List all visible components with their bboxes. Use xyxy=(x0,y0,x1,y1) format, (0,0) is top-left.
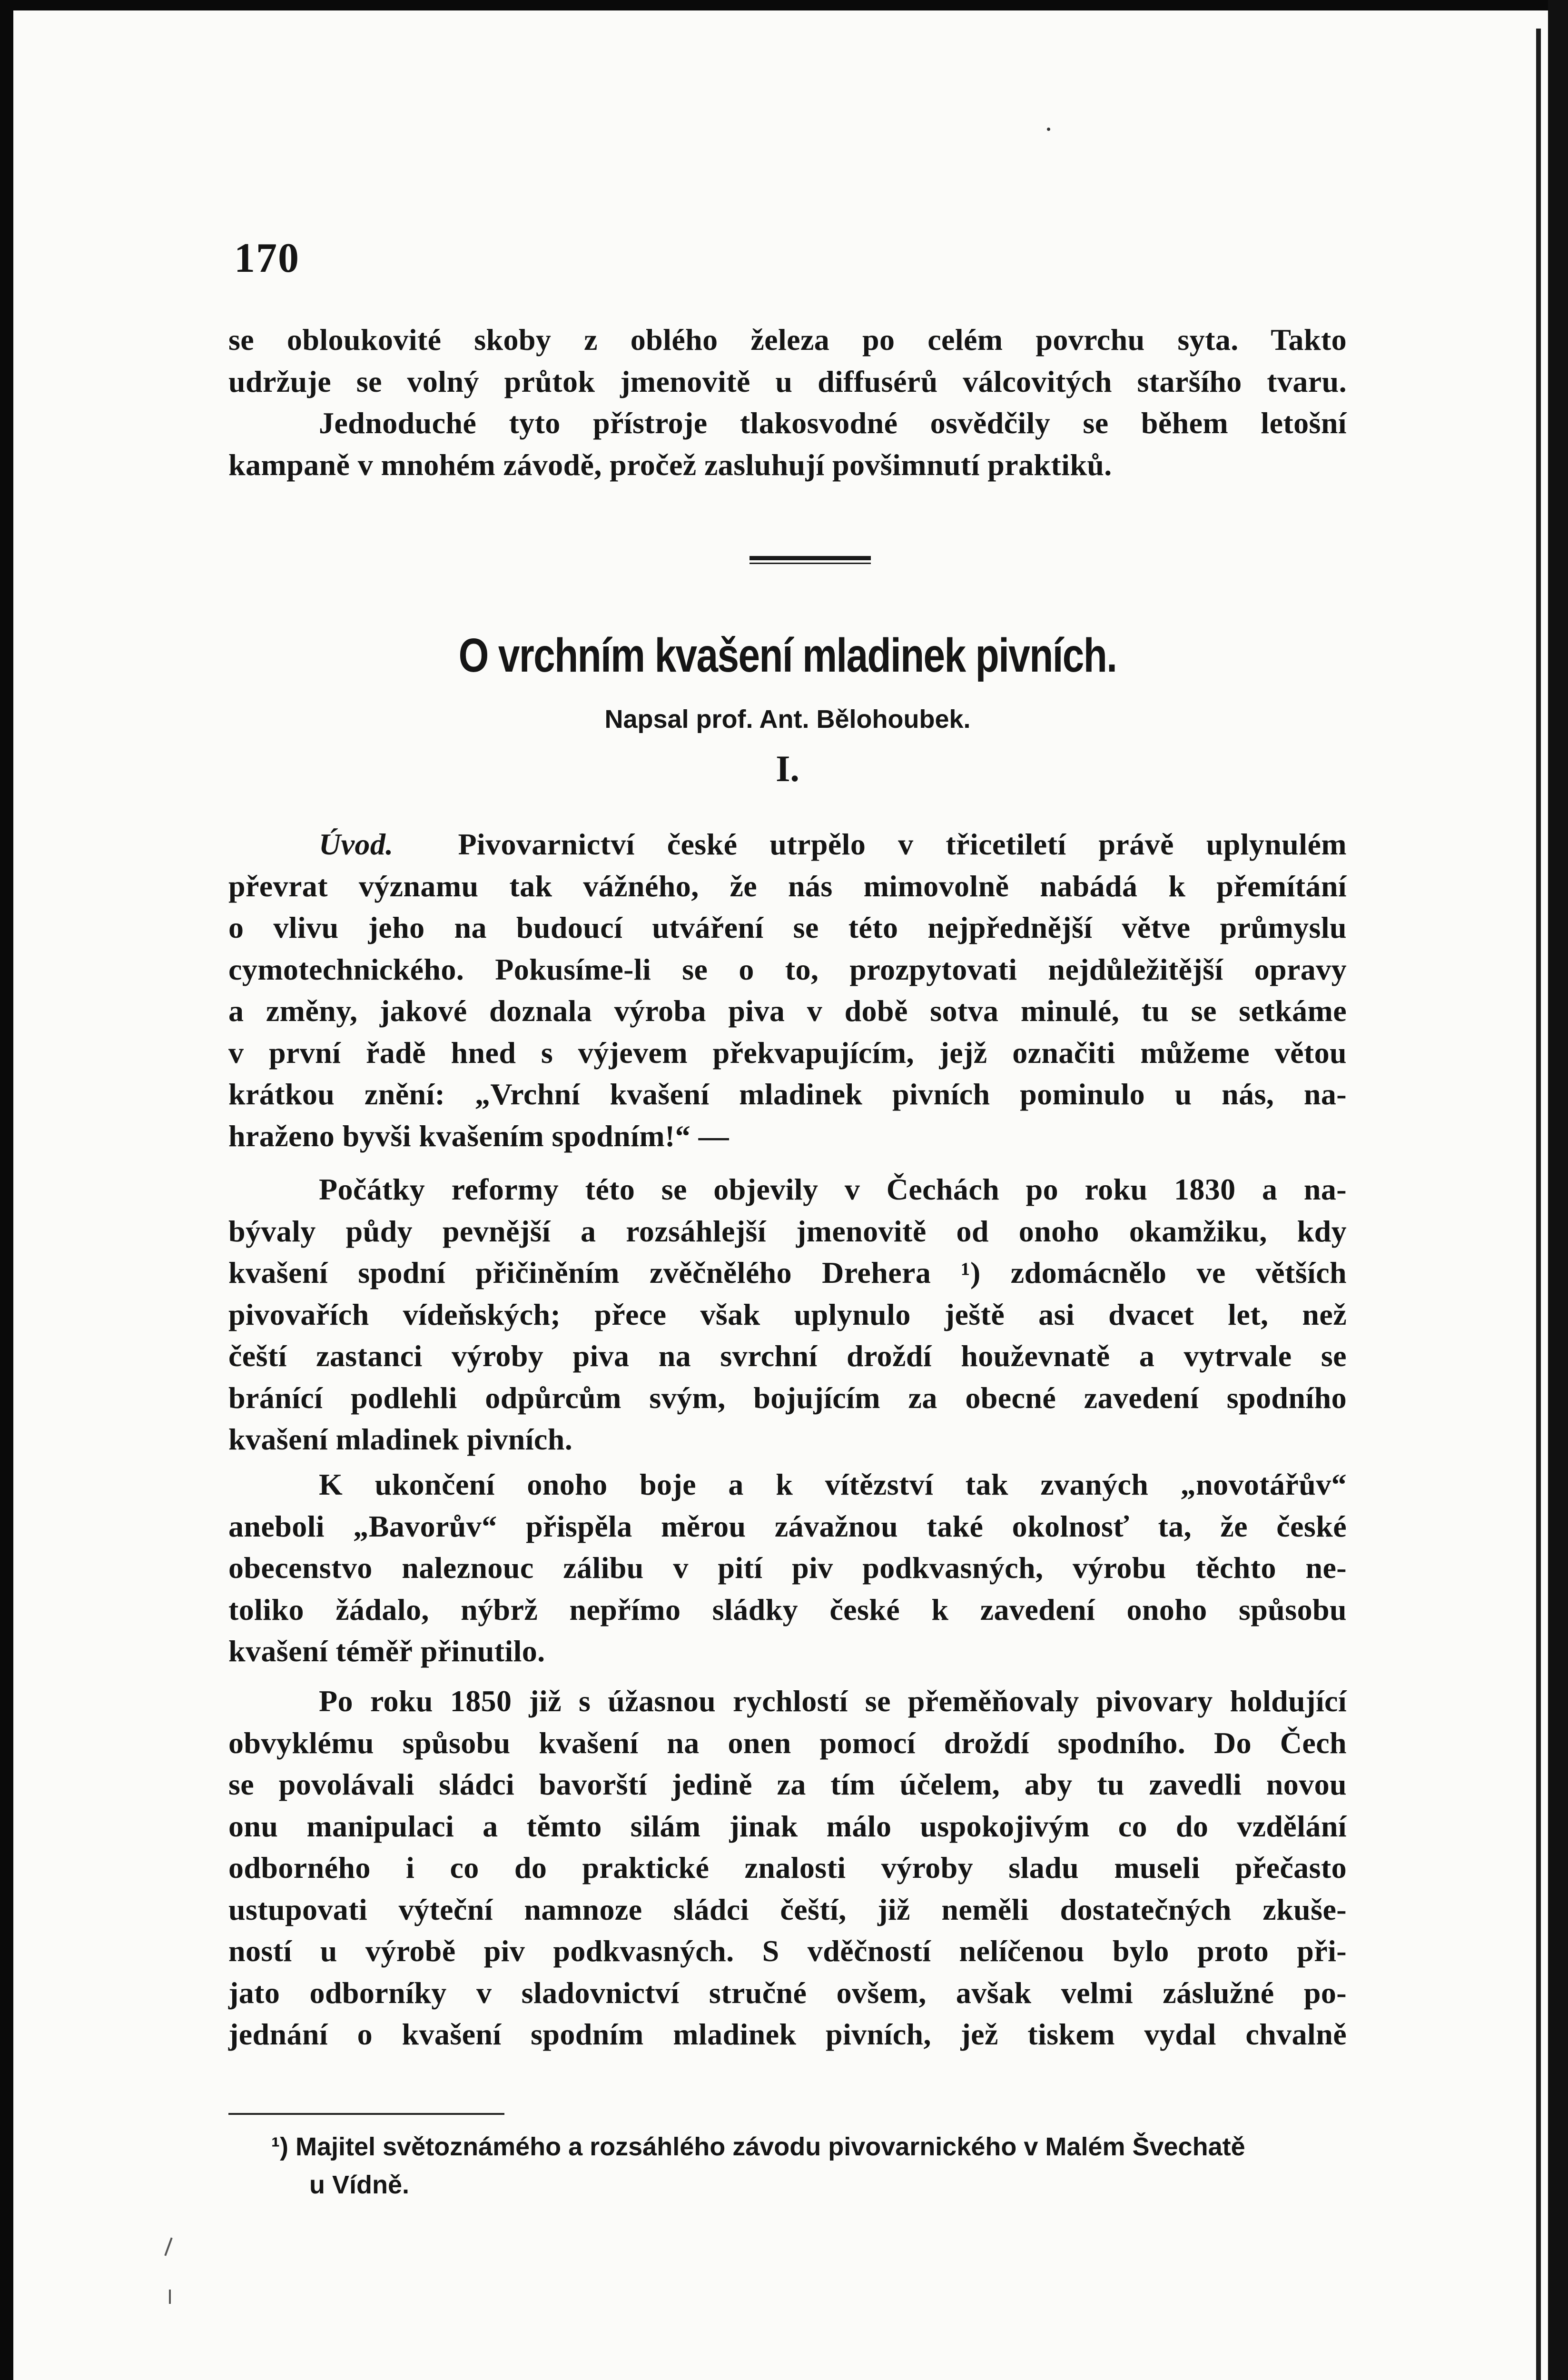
text-line: onu manipulaci a těmto silám jinak málo uspokojivým co do vzdělání xyxy=(228,1809,1347,1843)
text-line: převrat významu tak vážného, že nás mimovolně nabádá k přemítání xyxy=(228,869,1347,903)
scan-border xyxy=(1548,0,1568,2380)
text-line: udržuje se volný průtok jmenovitě u diffusérů válcovitých staršího tvaru. xyxy=(228,364,1347,398)
section-divider xyxy=(749,556,871,560)
text-line-body: Pivovarnictví české utrpělo v třicetiletí právě uplynulém xyxy=(458,827,1347,861)
footnote-line: u Vídně. xyxy=(309,2171,410,2199)
text-line: kampaně v mnohém závodě, pročež zasluhují povšimnutí praktiků. xyxy=(228,447,1112,482)
text-line: ustupovati výteční namnoze sládci čeští, již neměli dostatečných zkuše- xyxy=(228,1892,1347,1926)
dust-speck xyxy=(169,2290,171,2304)
text-line: toliko žádalo, nýbrž nepřímo sládky české k zavedení onoho spůsobu xyxy=(228,1592,1347,1626)
paragraph-intro xyxy=(228,823,1347,1157)
text-line: obecenstvo naleznouc zálibu v pití piv podkvasných, výrobu těchto ne- xyxy=(228,1551,1347,1585)
section-divider-thin xyxy=(749,563,871,564)
text-line: kvašení spodní přičiněním zvěčnělého Drehera ¹) zdomácnělo ve větších xyxy=(228,1256,1347,1289)
text-line: jato odborníky v sladovnictví stručné ovšem, avšak velmi záslužné po- xyxy=(228,1975,1347,2010)
text-line: K ukončení onoho boje a k vítězství tak zvaných „novotářův“ xyxy=(319,1468,1347,1501)
text-line: se povolávali sládci bavorští jedině za tím účelem, aby tu zavedli novou xyxy=(228,1767,1347,1801)
text-line: v první řadě hned s výjevem překvapujícím, jejž označiti můžeme větou xyxy=(228,1035,1347,1070)
footnote xyxy=(271,2109,1347,2204)
lead-word: Úvod. xyxy=(319,827,394,861)
text-line: pivovařích vídeňských; přece však uplynulo ještě asi dvacet let, než xyxy=(228,1297,1347,1331)
text-line: o vlivu jeho na budoucí utváření se této nejpřednější větve průmyslu xyxy=(228,911,1347,944)
text-line: obvyklému spůsobu kvašení na onen pomocí droždí spodního. Do Čech xyxy=(228,1726,1347,1760)
footnote-line: ¹) Majitel světoznámého a rozsáhlého závodu pivovarnického v Malém Švechatě xyxy=(271,2132,1245,2161)
section-number: I. xyxy=(776,748,799,789)
text-line: bránící podlehli odpůrcům svým, bojujícím za obecné zavedení spodního xyxy=(228,1380,1347,1415)
text-line: kvašení mladinek pivních. xyxy=(228,1422,573,1456)
paragraph-1850 xyxy=(228,1680,1347,2055)
text-line: odborného i co do praktické znalosti výroby sladu museli přečasto xyxy=(228,1851,1347,1884)
text-line: Jednoduché tyto přístroje tlakosvodné osvědčily se během letošní xyxy=(319,406,1347,440)
text-line: hraženo byvši kvašením spodním!“ — xyxy=(228,1119,729,1153)
paragraph-novotari xyxy=(228,1464,1347,1672)
text-line: krátkou znění: „Vrchní kvašení mladinek pivních pominulo u nás, na- xyxy=(228,1077,1347,1111)
text-line: a změny, jakové doznala výroba piva v době sotva minulé, tu se setkáme xyxy=(228,994,1347,1028)
text-line: Počátky reformy této se objevily v Čechách po roku 1830 a na- xyxy=(319,1172,1347,1206)
text-line: ností u výrobě piv podkvasných. S vděčností nelíčenou bylo proto při- xyxy=(228,1934,1347,1968)
article-title: O vrchním kvašení mladinek pivních. xyxy=(458,629,1117,682)
dust-speck xyxy=(1047,128,1050,131)
text-line: jednání o kvašení spodním mladinek pivních, jež tiskem vydal chvalně xyxy=(228,2017,1347,2051)
intro-paragraph xyxy=(228,319,1347,486)
page-number: 170 xyxy=(234,235,300,281)
text-line xyxy=(228,823,1347,865)
text-line: Po roku 1850 již s úžasnou rychlostí se přeměňovaly pivovary holdující xyxy=(319,1684,1347,1718)
text-line: čeští zastanci výroby piva na svrchní droždí houževnatě a vytrvale se xyxy=(228,1339,1347,1373)
text-line: aneboli „Bavorův“ přispěla měrou závažnou také okolnosť ta, že české xyxy=(228,1509,1347,1543)
text-line: bývaly půdy pevnější a rozsáhlejší jmenovitě od onoho okamžiku, kdy xyxy=(228,1214,1347,1248)
paragraph-reform xyxy=(228,1169,1347,1460)
text-line: kvašení téměř přinutilo. xyxy=(228,1634,545,1668)
text-line: se obloukovité skoby z oblého železa po celém povrchu syta. Takto xyxy=(228,323,1347,357)
article-author: Napsal prof. Ant. Bělohoubek. xyxy=(604,705,971,734)
page-edge-shadow xyxy=(1536,29,1541,2380)
text-line: cymotechnického. Pokusíme-li se o to, prozpytovati nejdůležitější opravy xyxy=(228,952,1347,986)
